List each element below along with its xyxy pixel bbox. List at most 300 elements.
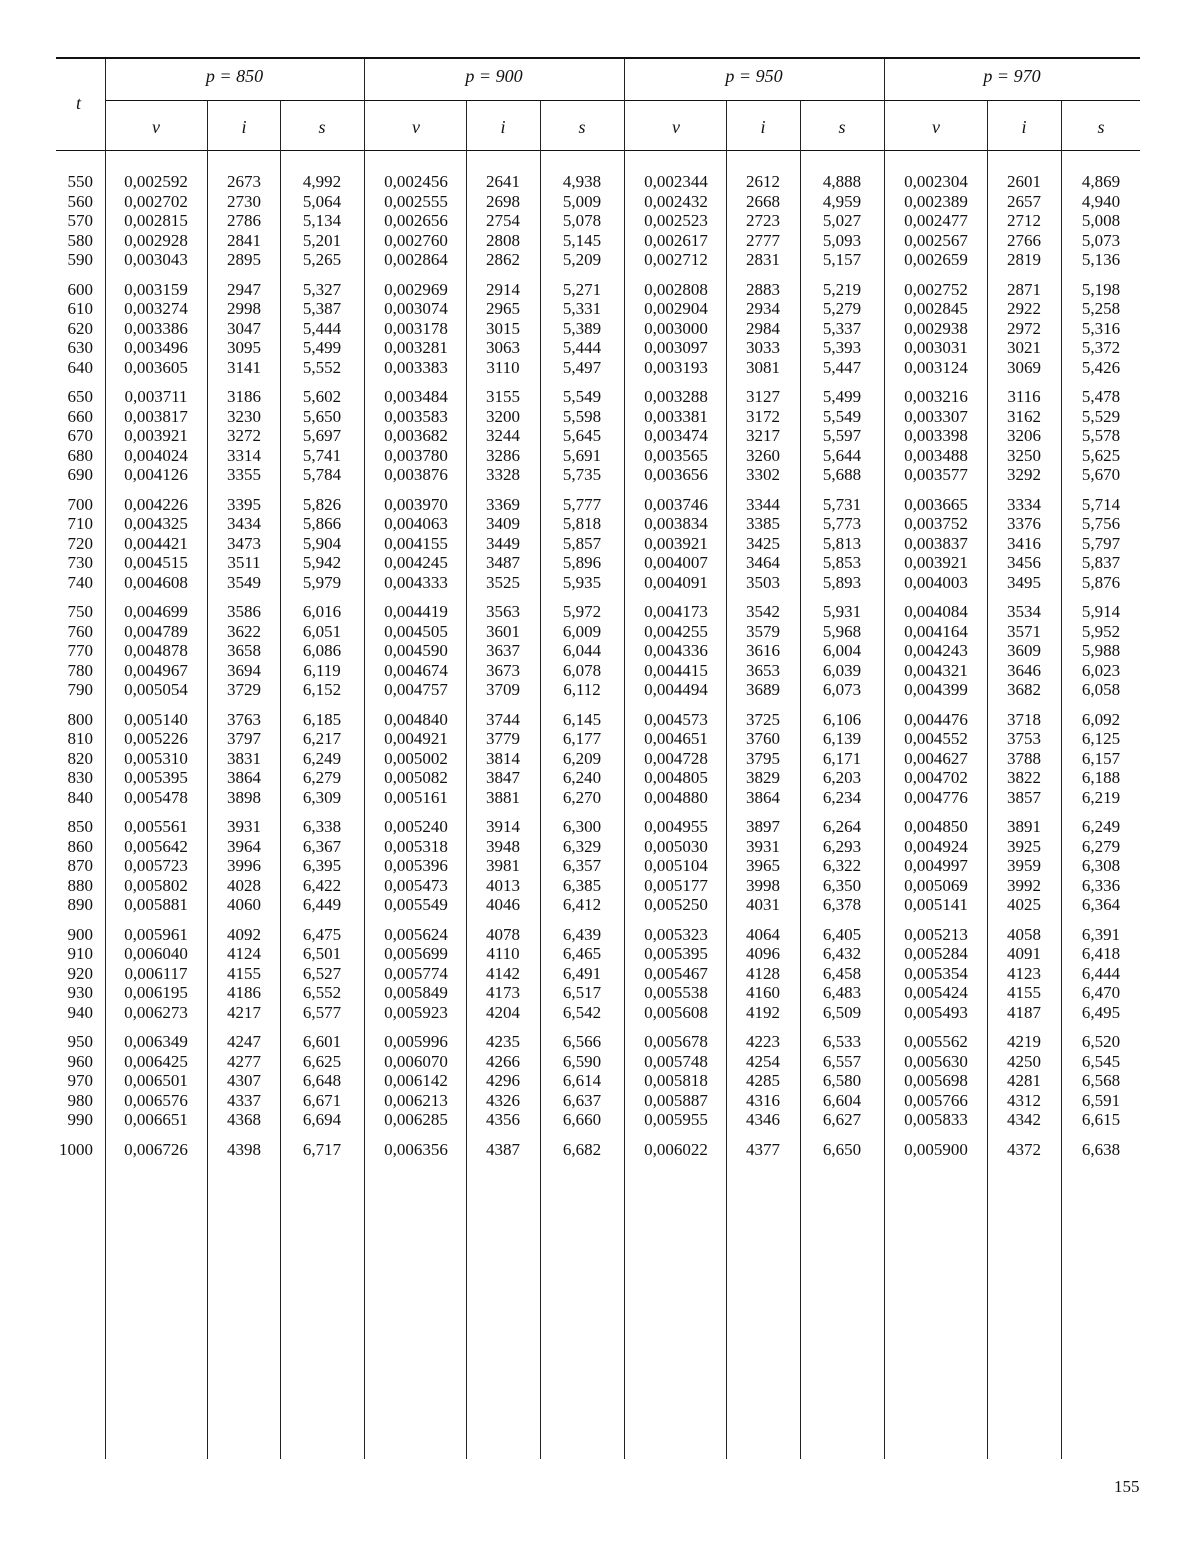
- cell-i-970: 3646: [1007, 660, 1041, 680]
- cell-v-970: 0,005141: [904, 895, 968, 914]
- cell-v-850: 0,004421: [124, 533, 188, 553]
- cell-i-900: 3601: [486, 621, 520, 641]
- cell-i-850: 4277: [227, 1051, 261, 1071]
- cell-i-970: 4187: [1007, 1002, 1041, 1022]
- cell-i-950: 4031: [746, 895, 780, 914]
- cell-s-900: 6,044: [562, 641, 602, 660]
- cell-s-970: 6,157: [1081, 748, 1121, 768]
- cell-v-970: 0,005069: [904, 875, 968, 895]
- cell-i-900: 4142: [486, 963, 520, 983]
- cell-s-950: 6,004: [822, 641, 862, 660]
- cell-i-970: 3992: [1007, 875, 1041, 895]
- group-label-900: p = 900: [465, 66, 523, 86]
- cell-v-900: 0,006213: [384, 1090, 448, 1110]
- cell-s-900: 5,857: [562, 533, 602, 553]
- cell-s-900: 4,938: [562, 172, 602, 191]
- col-divider-970-is: [1061, 101, 1062, 1459]
- cell-v-970: 0,005766: [904, 1090, 968, 1110]
- cell-v-950: 0,004955: [644, 817, 708, 836]
- cell-s-850: 6,552: [302, 983, 342, 1002]
- cell-v-950: 0,004415: [644, 660, 708, 680]
- cell-i-950: 2831: [746, 250, 780, 269]
- cell-v-850: 0,004325: [124, 514, 188, 533]
- cell-i-970: 2922: [1007, 299, 1041, 318]
- cell-i-950: 4285: [746, 1071, 780, 1090]
- cell-v-850: 0,003605: [124, 357, 188, 377]
- col-header-i-900: i: [500, 117, 506, 137]
- cell-s-950: 5,093: [822, 230, 862, 250]
- cell-v-850: 0,002815: [124, 211, 188, 230]
- cell-i-850: 3864: [227, 768, 261, 787]
- cell-v-950: 0,004728: [644, 748, 708, 768]
- cell-s-970: 6,638: [1081, 1139, 1121, 1159]
- cell-v-950: 0,003656: [644, 465, 708, 484]
- cell-i-950: 4316: [746, 1090, 780, 1110]
- cell-s-970: 5,316: [1081, 318, 1121, 338]
- cell-s-950: 6,322: [822, 856, 862, 875]
- cell-s-950: 6,073: [822, 680, 862, 699]
- cell-i-900: 3563: [486, 602, 520, 621]
- cell-s-970: 5,258: [1081, 299, 1121, 318]
- cell-s-900: 5,331: [562, 299, 602, 318]
- cell-v-850: 0,006195: [124, 983, 188, 1002]
- cell-i-950: 2723: [746, 211, 780, 230]
- cell-i-950: 3616: [746, 641, 780, 660]
- cell-s-970: 6,418: [1081, 944, 1121, 963]
- cell-s-950: 5,731: [822, 494, 862, 514]
- group-underline-900: [365, 100, 625, 101]
- cell-v-900: 0,004505: [384, 621, 448, 641]
- cell-i-970: 4219: [1007, 1032, 1041, 1051]
- cell-i-950: 3653: [746, 660, 780, 680]
- cell-i-970: 2819: [1007, 250, 1041, 269]
- cell-v-950: 0,005678: [644, 1032, 708, 1051]
- cell-i-900: 2914: [486, 279, 520, 299]
- row-t-value: 720: [67, 533, 93, 553]
- cell-v-850: 0,004226: [124, 494, 188, 514]
- cell-v-950: 0,005030: [644, 836, 708, 856]
- cell-s-970: 6,092: [1081, 709, 1121, 729]
- cell-v-850: 0,006273: [124, 1002, 188, 1022]
- cell-s-850: 6,309: [302, 787, 342, 807]
- cell-i-900: 3449: [486, 533, 520, 553]
- cell-i-850: 3931: [227, 817, 261, 836]
- cell-i-900: 3409: [486, 514, 520, 533]
- cell-s-970: 6,591: [1081, 1090, 1121, 1110]
- col-divider-850-vi: [207, 101, 208, 1459]
- cell-s-970: 5,756: [1081, 514, 1121, 533]
- cell-i-900: 4296: [486, 1071, 520, 1090]
- cell-i-900: 3779: [486, 729, 520, 748]
- cell-s-950: 5,968: [822, 621, 862, 641]
- cell-i-900: 2641: [486, 172, 520, 191]
- cell-i-850: 3658: [227, 641, 261, 660]
- cell-v-970: 0,003307: [904, 406, 968, 426]
- row-t-value: 770: [67, 641, 93, 660]
- cell-i-950: 3998: [746, 875, 780, 895]
- cell-i-850: 4217: [227, 1002, 261, 1022]
- cell-s-900: 5,735: [562, 465, 602, 484]
- row-t-value: 670: [67, 426, 93, 445]
- cell-s-950: 6,580: [822, 1071, 862, 1090]
- cell-s-970: 6,219: [1081, 787, 1121, 807]
- cell-s-970: 5,426: [1081, 357, 1121, 377]
- cell-v-850: 0,004515: [124, 553, 188, 572]
- cell-s-950: 5,219: [822, 279, 862, 299]
- cell-s-850: 5,327: [302, 279, 342, 299]
- cell-s-850: 5,979: [302, 572, 342, 592]
- cell-i-900: 4356: [486, 1110, 520, 1129]
- cell-v-970: 0,004702: [904, 768, 968, 787]
- cell-i-950: 4223: [746, 1032, 780, 1051]
- cell-i-900: 4204: [486, 1002, 520, 1022]
- group-label-850: p = 850: [205, 66, 264, 86]
- cell-i-970: 3456: [1007, 553, 1041, 572]
- group-underline-950: [625, 100, 885, 101]
- cell-s-900: 6,300: [562, 817, 602, 836]
- col-divider-900-is: [540, 101, 541, 1459]
- row-t-value: 580: [67, 230, 93, 250]
- cell-i-850: 4398: [227, 1139, 261, 1159]
- cell-v-900: 0,005318: [384, 836, 448, 856]
- cell-s-900: 5,691: [562, 445, 602, 465]
- col-divider-970-vi: [987, 101, 988, 1459]
- cell-s-950: 6,458: [822, 963, 862, 983]
- cell-i-950: 3260: [746, 445, 780, 465]
- cell-i-900: 3244: [486, 426, 520, 445]
- row-t-value: 870: [67, 856, 93, 875]
- cell-s-950: 5,931: [822, 602, 862, 621]
- cell-v-950: 0,003000: [644, 318, 708, 338]
- cell-i-900: 4326: [486, 1090, 520, 1110]
- cell-v-900: 0,002969: [384, 279, 448, 299]
- cell-v-970: 0,004850: [904, 817, 968, 836]
- cell-v-950: 0,005748: [644, 1051, 708, 1071]
- row-t-value: 990: [67, 1110, 93, 1129]
- cell-s-900: 5,598: [562, 406, 602, 426]
- row-t-value: 910: [67, 944, 93, 963]
- cell-s-900: 6,542: [562, 1002, 602, 1022]
- cell-i-900: 3847: [486, 768, 520, 787]
- row-t-value: 790: [67, 680, 93, 699]
- cell-s-900: 5,645: [562, 426, 602, 445]
- col-header-i-950: i: [760, 117, 766, 137]
- cell-v-850: 0,005310: [124, 748, 188, 768]
- cell-i-970: 4312: [1007, 1090, 1041, 1110]
- row-t-value: 690: [67, 465, 93, 484]
- cell-v-850: 0,006726: [124, 1139, 188, 1159]
- cell-i-970: 3534: [1007, 602, 1041, 621]
- cell-i-850: 4124: [227, 944, 261, 963]
- cell-s-900: 6,270: [562, 787, 602, 807]
- cell-s-970: 5,372: [1081, 338, 1121, 357]
- cell-i-970: 2712: [1007, 211, 1041, 230]
- col-divider-950-vi: [726, 101, 727, 1459]
- cell-v-850: 0,003274: [124, 299, 188, 318]
- cell-s-970: 6,615: [1081, 1110, 1121, 1129]
- cell-i-950: 2777: [746, 230, 780, 250]
- cell-v-950: 0,003921: [644, 533, 708, 553]
- cell-i-900: 4046: [486, 895, 520, 914]
- cell-v-850: 0,005802: [124, 875, 188, 895]
- row-t-value: 950: [67, 1032, 93, 1051]
- cell-s-850: 6,395: [302, 856, 342, 875]
- cell-s-900: 5,972: [562, 602, 602, 621]
- cell-v-900: 0,005849: [384, 983, 448, 1002]
- cell-s-900: 5,935: [562, 572, 602, 592]
- row-t-value: 700: [67, 494, 93, 514]
- cell-i-900: 3709: [486, 680, 520, 699]
- cell-v-970: 0,002752: [904, 279, 968, 299]
- cell-v-900: 0,002760: [384, 230, 448, 250]
- cell-s-900: 5,818: [562, 514, 602, 533]
- cell-i-900: 3914: [486, 817, 520, 836]
- cell-s-950: 6,432: [822, 944, 862, 963]
- cell-s-850: 6,601: [302, 1032, 342, 1051]
- cell-v-850: 0,003386: [124, 318, 188, 338]
- cell-i-950: 3081: [746, 357, 780, 377]
- cell-i-950: 4096: [746, 944, 780, 963]
- cell-s-950: 6,139: [822, 729, 862, 748]
- cell-v-950: 0,003746: [644, 494, 708, 514]
- cell-s-970: 4,869: [1081, 172, 1121, 191]
- cell-v-900: 0,004590: [384, 641, 448, 660]
- cell-s-850: 6,422: [302, 875, 342, 895]
- cell-s-850: 6,449: [302, 895, 342, 914]
- cell-i-900: 3525: [486, 572, 520, 592]
- cell-v-900: 0,005396: [384, 856, 448, 875]
- cell-i-950: 3503: [746, 572, 780, 592]
- cell-i-950: 3464: [746, 553, 780, 572]
- cell-s-900: 6,329: [562, 836, 602, 856]
- cell-s-950: 6,106: [822, 709, 862, 729]
- cell-v-900: 0,005082: [384, 768, 448, 787]
- cell-s-900: 5,549: [562, 387, 602, 406]
- cell-s-850: 5,866: [302, 514, 342, 533]
- cell-v-970: 0,004476: [904, 709, 968, 729]
- cell-i-850: 4155: [227, 963, 261, 983]
- cell-i-900: 3369: [486, 494, 520, 514]
- cell-v-900: 0,005549: [384, 895, 448, 914]
- cell-i-850: 3694: [227, 660, 261, 680]
- cell-v-900: 0,004333: [384, 572, 448, 592]
- cell-v-950: 0,005538: [644, 983, 708, 1002]
- row-t-value: 660: [67, 406, 93, 426]
- cell-v-970: 0,002389: [904, 191, 968, 211]
- cell-i-970: 4091: [1007, 944, 1041, 963]
- cell-v-850: 0,003496: [124, 338, 188, 357]
- row-t-value: 640: [67, 357, 93, 377]
- cell-v-900: 0,003178: [384, 318, 448, 338]
- row-t-value: 920: [67, 963, 93, 983]
- cell-i-970: 3891: [1007, 817, 1041, 836]
- cell-v-970: 0,002477: [904, 211, 968, 230]
- cell-i-970: 3069: [1007, 357, 1041, 377]
- cell-s-970: 6,444: [1081, 963, 1121, 983]
- cell-v-900: 0,004757: [384, 680, 448, 699]
- cell-v-950: 0,004573: [644, 709, 708, 729]
- cell-i-970: 4025: [1007, 895, 1041, 914]
- cell-s-970: 6,279: [1081, 836, 1121, 856]
- row-t-value: 560: [67, 191, 93, 211]
- cell-v-950: 0,005323: [644, 924, 708, 944]
- cell-i-950: 4346: [746, 1110, 780, 1129]
- row-t-value: 730: [67, 553, 93, 572]
- page-number: 155: [1114, 1477, 1140, 1496]
- cell-i-950: 3542: [746, 602, 780, 621]
- cell-v-900: 0,006356: [384, 1139, 448, 1159]
- cell-v-850: 0,006349: [124, 1032, 188, 1051]
- row-t-value: 710: [67, 514, 93, 533]
- cell-s-970: 6,568: [1081, 1071, 1121, 1090]
- cell-i-850: 4337: [227, 1090, 261, 1110]
- cell-v-950: 0,005955: [644, 1110, 708, 1129]
- cell-v-850: 0,003921: [124, 426, 188, 445]
- cell-v-970: 0,005284: [904, 944, 968, 963]
- cell-s-900: 5,444: [562, 338, 602, 357]
- cell-s-900: 6,240: [562, 768, 602, 787]
- cell-i-900: 3063: [486, 338, 520, 357]
- cell-v-850: 0,003817: [124, 406, 188, 426]
- cell-i-850: 3355: [227, 465, 261, 484]
- row-t-value: 570: [67, 211, 93, 230]
- row-t-value: 760: [67, 621, 93, 641]
- cell-s-850: 5,444: [302, 318, 342, 338]
- cell-v-950: 0,002712: [644, 250, 708, 269]
- cell-v-950: 0,005250: [644, 895, 708, 914]
- cell-v-900: 0,004674: [384, 660, 448, 680]
- group-label-970: p = 970: [983, 66, 1041, 86]
- cell-i-970: 3753: [1007, 729, 1041, 748]
- header-t-label: t: [76, 93, 82, 113]
- cell-v-850: 0,004126: [124, 465, 188, 484]
- cell-v-900: 0,005002: [384, 748, 448, 768]
- cell-s-970: 6,336: [1081, 875, 1121, 895]
- row-t-value: 680: [67, 445, 93, 465]
- cell-v-950: 0,004651: [644, 729, 708, 748]
- cell-s-950: 5,279: [822, 299, 862, 318]
- cell-v-900: 0,005699: [384, 944, 448, 963]
- cell-s-900: 6,357: [562, 856, 602, 875]
- cell-i-950: 3795: [746, 748, 780, 768]
- cell-i-950: 4064: [746, 924, 780, 944]
- cell-v-850: 0,005478: [124, 787, 188, 807]
- cell-i-970: 3116: [1007, 387, 1041, 406]
- cell-v-850: 0,002702: [124, 191, 188, 211]
- cell-i-970: 2871: [1007, 279, 1041, 299]
- cell-v-970: 0,005900: [904, 1139, 968, 1159]
- cell-v-900: 0,005996: [384, 1032, 448, 1051]
- col-header-i-970: i: [1021, 117, 1027, 137]
- cell-s-970: 5,529: [1081, 406, 1121, 426]
- cell-s-950: 5,499: [822, 387, 862, 406]
- cell-v-970: 0,003031: [904, 338, 968, 357]
- cell-s-970: 5,714: [1081, 494, 1121, 514]
- cell-v-970: 0,004997: [904, 856, 968, 875]
- cell-v-950: 0,003193: [644, 357, 708, 377]
- cell-i-970: 2601: [1007, 172, 1041, 191]
- cell-s-900: 5,145: [562, 230, 602, 250]
- cell-v-850: 0,003043: [124, 250, 188, 269]
- cell-v-850: 0,006425: [124, 1051, 188, 1071]
- cell-v-900: 0,003780: [384, 445, 448, 465]
- cell-i-950: 4377: [746, 1139, 780, 1159]
- cell-s-970: 5,837: [1081, 553, 1121, 572]
- group-underline-850: [105, 100, 365, 101]
- cell-s-850: 5,697: [302, 426, 342, 445]
- cell-v-950: 0,004880: [644, 787, 708, 807]
- cell-i-970: 3334: [1007, 494, 1041, 514]
- cell-i-900: 3948: [486, 836, 520, 856]
- top-rule: [56, 57, 1140, 59]
- cell-i-950: 2668: [746, 191, 780, 211]
- cell-i-970: 2766: [1007, 230, 1041, 250]
- cell-v-970: 0,003752: [904, 514, 968, 533]
- cell-v-850: 0,006040: [124, 944, 188, 963]
- cell-s-950: 5,813: [822, 533, 862, 553]
- row-t-value: 750: [67, 602, 93, 621]
- cell-v-950: 0,003288: [644, 387, 708, 406]
- cell-i-900: 3744: [486, 709, 520, 729]
- cell-i-850: 3511: [227, 553, 261, 572]
- cell-v-900: 0,003383: [384, 357, 448, 377]
- cell-v-950: 0,005104: [644, 856, 708, 875]
- cell-s-900: 5,209: [562, 250, 602, 269]
- cell-s-970: 5,625: [1081, 445, 1121, 465]
- cell-v-850: 0,005881: [124, 895, 188, 914]
- col-header-s-850: s: [318, 117, 326, 137]
- cell-i-850: 3729: [227, 680, 261, 699]
- cell-v-970: 0,003124: [904, 357, 968, 377]
- cell-v-970: 0,002659: [904, 250, 968, 269]
- col-header-i-850: i: [241, 117, 247, 137]
- row-t-value: 740: [67, 572, 93, 592]
- cell-i-970: 3250: [1007, 445, 1041, 465]
- cell-s-850: 6,016: [302, 602, 342, 621]
- cell-s-850: 6,475: [302, 924, 342, 944]
- row-t-value: 890: [67, 895, 93, 914]
- cell-s-950: 5,157: [822, 250, 862, 269]
- cell-s-950: 6,557: [822, 1051, 862, 1071]
- cell-i-900: 2754: [486, 211, 520, 230]
- cell-v-970: 0,004243: [904, 641, 968, 660]
- cell-i-850: 3434: [227, 514, 261, 533]
- cell-i-850: 4186: [227, 983, 261, 1002]
- row-t-value: 900: [67, 924, 93, 944]
- cell-i-900: 4078: [486, 924, 520, 944]
- cell-s-950: 5,644: [822, 445, 862, 465]
- col-header-v-900: v: [412, 117, 420, 137]
- cell-i-950: 3864: [746, 787, 780, 807]
- cell-i-900: 3110: [486, 357, 520, 377]
- cell-i-850: 4092: [227, 924, 261, 944]
- cell-i-970: 3718: [1007, 709, 1041, 729]
- cell-s-900: 5,078: [562, 211, 602, 230]
- cell-s-970: 5,670: [1081, 465, 1121, 484]
- cell-i-900: 3814: [486, 748, 520, 768]
- cell-s-850: 6,367: [302, 836, 342, 856]
- cell-i-950: 3425: [746, 533, 780, 553]
- col-header-s-950: s: [838, 117, 846, 137]
- cell-s-900: 6,491: [562, 963, 602, 983]
- cell-v-900: 0,004921: [384, 729, 448, 748]
- cell-s-850: 5,552: [302, 357, 342, 377]
- cell-v-900: 0,005161: [384, 787, 448, 807]
- cell-s-970: 5,008: [1081, 211, 1121, 230]
- cell-i-950: 3217: [746, 426, 780, 445]
- cell-i-950: 3385: [746, 514, 780, 533]
- cell-v-970: 0,005354: [904, 963, 968, 983]
